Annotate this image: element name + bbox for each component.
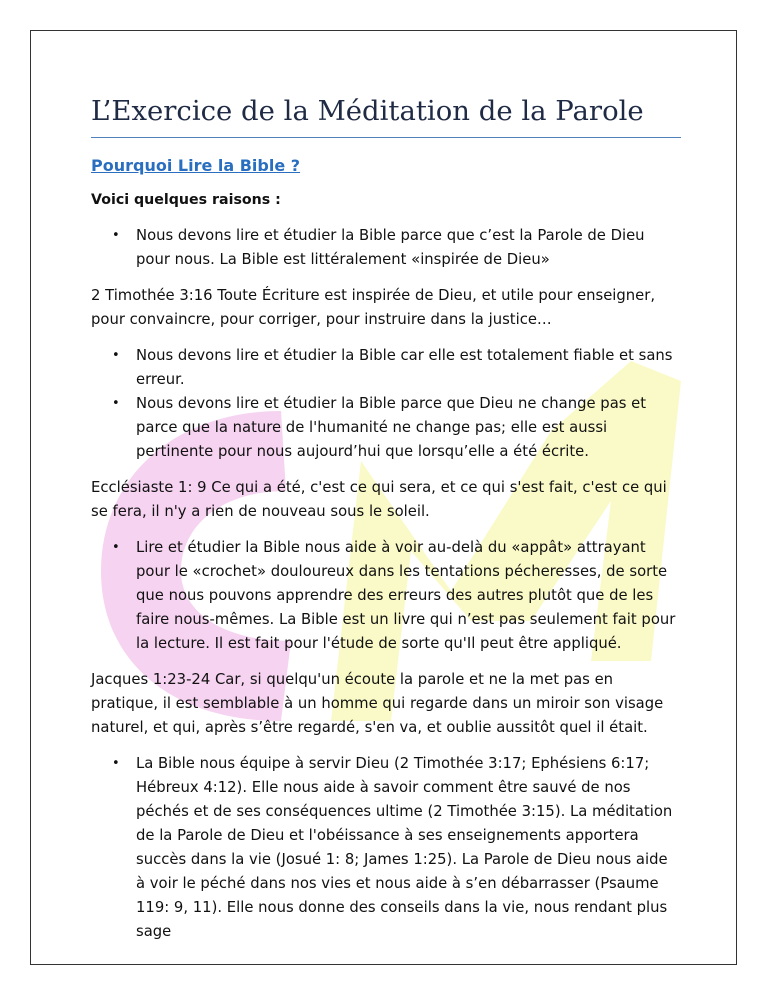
scripture-quote: 2 Timothée 3:16 Toute Écriture est inspirée de Dieu, et utile pour enseigner, pour convaincre, pour corriger, pour instruire dans la justice… (91, 287, 656, 328)
bullet-icon: • (112, 756, 120, 771)
body-text (91, 224, 681, 944)
bullet-icon: • (112, 348, 120, 363)
bullet-list (91, 752, 681, 944)
section-heading[interactable]: Pourquoi Lire la Bible ? (91, 156, 301, 175)
list-item (112, 224, 681, 272)
document-page (30, 30, 737, 965)
scripture-quote: Ecclésiaste 1: 9 Ce qui a été, c'est ce qui sera, et ce qui s'est fait, c'est ce qui se fera, il n'y a rien de nouveau sous le soleil. (91, 479, 667, 520)
intro-text: Voici quelques raisons : (91, 192, 281, 208)
bullet-list (91, 224, 681, 272)
list-item (112, 344, 681, 392)
list-item-text: Nous devons lire et étudier la Bible parce que Dieu ne change pas et parce que la nature de l'humanité ne change pas; elle est aussi pertinente pour nous aujourd’hui que lorsqu’elle a été écrite. (136, 395, 647, 460)
bullet-icon: • (112, 396, 120, 411)
bullet-icon: • (112, 228, 120, 243)
list-item (112, 536, 681, 656)
list-item-text: Nous devons lire et étudier la Bible car elle est totalement fiable et sans erreur. (136, 347, 673, 388)
scripture-quote: Jacques 1:23-24 Car, si quelqu'un écoute la parole et ne la met pas en pratique, il est semblable à un homme qui regarde dans un miroir son visage naturel, et qui, après s’être regardé, s'en va, et oublie aussitôt quel il était. (91, 671, 664, 736)
list-item-text: Lire et étudier la Bible nous aide à voir au-delà du «appât» attrayant pour le «crochet» douloureux dans les tentations pécheresses, de sorte que nous pouvons apprendre des erreurs des autres plutôt que de les faire nous-mêmes. La Bible est un livre qui n’est pas seulement fait pour la lecture. Il est fait pour l'étude de sorte qu'Il peut être appliqué. (136, 539, 676, 652)
bullet-list (91, 344, 681, 464)
list-item (112, 392, 681, 464)
bullet-list (91, 536, 681, 656)
page-title: L’Exercice de la Méditation de la Parole (91, 91, 681, 138)
bullet-icon: • (112, 540, 120, 555)
list-item-text: Nous devons lire et étudier la Bible parce que c’est la Parole de Dieu pour nous. La Bible est littéralement «inspirée de Dieu» (136, 227, 645, 268)
list-item (112, 752, 681, 944)
list-item-text: La Bible nous équipe à servir Dieu (2 Timothée 3:17; Ephésiens 6:17; Hébreux 4:12). Elle nous aide à savoir comment être sauvé de nos péchés et de ses conséquences ultime (2 Timothée 3:15). La méditation de la Parole de Dieu et l'obéissance à ses enseignements apportera succès dans la vie (Josué 1: 8; James 1:25). La Parole de Dieu nous aide à voir le péché dans nos vies et nous aide à s’en débarrasser (Psaume 119: 9, 11). Elle nous donne des conseils dans la vie, nous rendant plus sage (136, 755, 673, 940)
